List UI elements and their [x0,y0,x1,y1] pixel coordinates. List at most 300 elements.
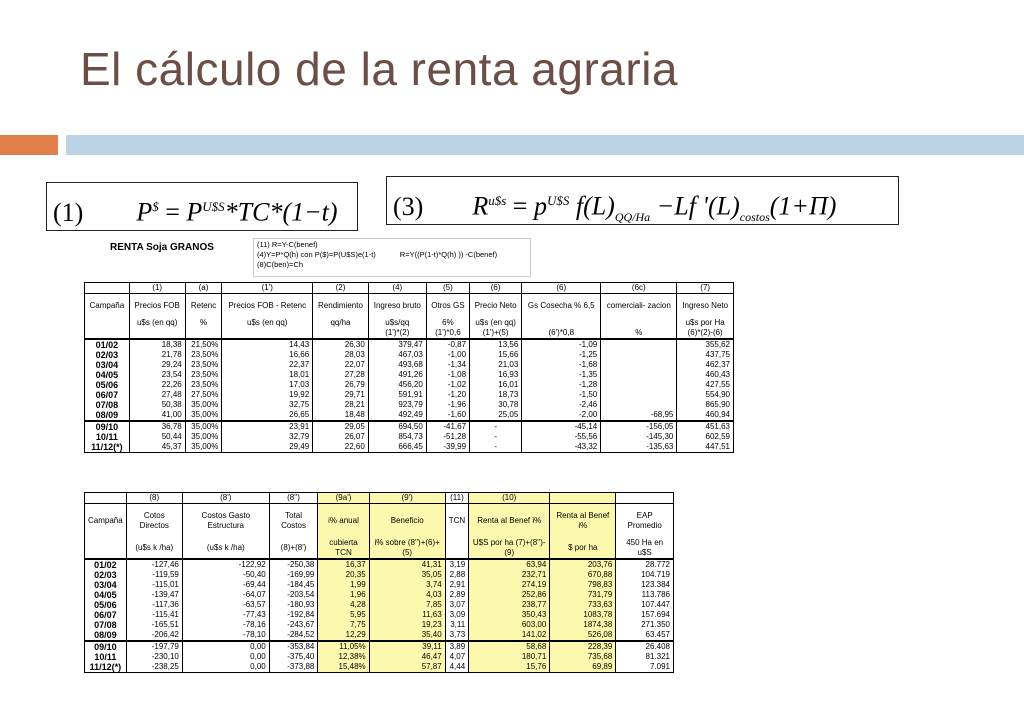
header-cell: Beneficio [369,504,445,539]
formula-3-tail: (1+Π) [769,191,837,221]
table-cell: 7.091 [616,662,674,673]
formula-cell: (1')*0,6 [426,328,469,339]
header-cell [85,328,130,339]
campaign-cell: 06/07 [85,390,130,400]
campaign-cell: 04/05 [85,590,127,600]
table-cell: 3,73 [445,630,468,641]
table-cell: 18,73 [470,390,522,400]
header-cell: TCN [445,504,468,539]
table-cell: 22,60 [313,442,369,453]
table-cell: 591,91 [368,390,426,400]
table-cell: -203,54 [269,590,318,600]
table-cell: - [470,442,522,453]
formula-3-p: p [533,191,547,221]
campaign-cell: 11/12(*) [85,662,127,673]
formula-3-r: R [472,191,489,221]
campaign-cell: 08/09 [85,630,127,641]
table-cell: -180,93 [269,600,318,610]
table-cell: 228,39 [550,641,616,652]
table-cell: 923,79 [368,400,426,410]
unit-cell: (u$s k /ha) [126,538,182,559]
table-row [85,350,734,360]
table-cell: 12,29 [318,630,369,641]
campaign-cell: 10/11 [85,432,130,442]
table-cell: -1,60 [426,410,469,421]
table-cell: -197,79 [126,641,182,652]
code-cell: (6) [470,283,522,294]
code-cell: (1') [222,283,313,294]
table-cell: 731,79 [550,590,616,600]
table-cell: 798,83 [550,580,616,590]
table-cell [601,390,677,400]
header-cell [85,283,130,294]
unit-cell [522,318,601,328]
table-cell [601,380,677,390]
table-cell: - [470,421,522,432]
table-cell: -135,63 [601,442,677,453]
header-cell: i% anual [318,504,369,539]
table-cell: -64,07 [182,590,269,600]
table-cell: 29,71 [313,390,369,400]
table-cell: 271.350 [616,620,674,630]
table-row [85,600,674,610]
table-cell: -139,47 [126,590,182,600]
code-cell: (6c) [601,283,677,294]
table-row [85,400,734,410]
table-cell: 29,05 [313,421,369,432]
unit-cell: u$s por Ha [677,318,734,328]
header-cell: Renta al Benef i% [550,504,616,539]
table-cell: -1,68 [522,360,601,370]
table-row [85,641,674,652]
formula-row [85,328,734,339]
campaign-cell: 03/04 [85,360,130,370]
table-cell: 21,03 [470,360,522,370]
table-cell: -41,67 [426,421,469,432]
table-cell: 11,05% [318,641,369,652]
table-cell: 15,48% [318,662,369,673]
table-cell: 603,00 [469,620,550,630]
table-cell: 104.719 [616,570,674,580]
table-cell: 3,07 [445,600,468,610]
table-cell: 15,76 [469,662,550,673]
table-cell: -2,00 [522,410,601,421]
table-cell: 460,43 [677,370,734,380]
unit-cell: cubierta TCN [318,538,369,559]
table-cell: 81.321 [616,652,674,662]
table-cell [601,370,677,380]
table-cell: -1,02 [426,380,469,390]
table-cell: 46,47 [369,652,445,662]
table-cell: 1,99 [318,580,369,590]
table-cell: -115,01 [126,580,182,590]
code-cell: (8) [126,493,182,504]
code-cell: (7) [677,283,734,294]
table-cell: 670,88 [550,570,616,580]
formula-cell: (6)*(2)-(6) [677,328,734,339]
table-cell: -250,38 [269,559,318,570]
formula-1-tag: (1) [53,197,84,227]
header-cell: Costos Gasto Estructura [182,504,269,539]
title-rule [66,135,1024,155]
table-cell: 50,44 [129,432,185,442]
table-cell: -45,14 [522,421,601,432]
table-cell: 35,00% [185,421,222,432]
table-row [85,421,734,432]
table-cell: -192,84 [269,610,318,620]
header-cell: Campaña [85,294,130,319]
table-cell: -39,99 [426,442,469,453]
table-cell: 13,56 [470,339,522,350]
table-cell: -145,30 [601,432,677,442]
table-cell: 4,07 [445,652,468,662]
unit-cell: 6% [426,318,469,328]
code-cell: (8') [182,493,269,504]
table-cell: -230,10 [126,652,182,662]
campaign-cell: 01/02 [85,339,130,350]
unit-cell: i% sobre (8'')+(6)+(5) [369,538,445,559]
header-cell: Campaña [85,504,127,539]
header-cell: Cotos Directos [126,504,182,539]
table-cell: 0,00 [182,641,269,652]
table-cell: 854,73 [368,432,426,442]
campaign-cell: 06/07 [85,610,127,620]
formula-3-minus: −Lf '(L) [656,191,740,221]
table-cell: 16,01 [470,380,522,390]
table-cell: -1,25 [522,350,601,360]
table-cell: 21,78 [129,350,185,360]
table-cell: 26.408 [616,641,674,652]
code-cell: (2) [313,283,369,294]
table-cell: -115,41 [126,610,182,620]
table-cell: 25,05 [470,410,522,421]
costs-table [84,492,674,673]
code-cell: (4) [368,283,426,294]
table-row [85,662,674,673]
header-cell: Precios FOB [129,294,185,319]
table-cell: 35,00% [185,432,222,442]
table-cell: 2,91 [445,580,468,590]
header-cell: comerciali- zacion [601,294,677,319]
formula-3-fsub: QQ/Ha [614,209,651,224]
table-cell: 462,37 [677,360,734,370]
notes-box [253,238,531,277]
table-cell: -2,46 [522,400,601,410]
table-row [85,432,734,442]
table-cell: 23,54 [129,370,185,380]
table-row [85,442,734,453]
table-cell: -238,25 [126,662,182,673]
table-cell: -1,08 [426,370,469,380]
table-cell: 141,02 [469,630,550,641]
table-cell: -63,57 [182,600,269,610]
code-cell [616,493,674,504]
table-cell: 27,48 [129,390,185,400]
table-cell: 157.694 [616,610,674,620]
table-cell: 57,87 [369,662,445,673]
table-cell: 23,50% [185,380,222,390]
table-cell: 447,51 [677,442,734,453]
table-cell: -373,88 [269,662,318,673]
table-cell: 3,09 [445,610,468,620]
table-cell: 19,23 [369,620,445,630]
table-cell [601,360,677,370]
table-cell: 26,07 [313,432,369,442]
formula-cell [185,328,222,339]
table-row [85,620,674,630]
table-cell: -77,43 [182,610,269,620]
table-cell: 39,11 [369,641,445,652]
campaign-cell: 04/05 [85,370,130,380]
table-row [85,559,674,570]
table-cell: -165,51 [126,620,182,630]
unit-cell: % [185,318,222,328]
formula-3-psup: U$S [546,193,570,208]
table-cell: 26,30 [313,339,369,350]
table-row [85,580,674,590]
table-cell: 35,00% [185,410,222,421]
unit-cell: qq/ha [313,318,369,328]
table-cell: 32,79 [222,432,313,442]
table-cell: 733,63 [550,600,616,610]
table-cell: 113.786 [616,590,674,600]
table-cell: -169,99 [269,570,318,580]
table-cell: 0,00 [182,662,269,673]
formula-3-tag: (3) [393,191,424,221]
formula-3-eq: = [512,191,528,221]
campaign-cell: 05/06 [85,600,127,610]
formula-1-eq: = [165,197,180,227]
code-cell: (5) [426,283,469,294]
formula-3-rsup: u$s [488,193,507,208]
header-cell [85,493,127,504]
table-row [85,570,674,580]
campaign-cell: 11/12(*) [85,442,130,453]
table-cell: 1874,38 [550,620,616,630]
note-line [257,250,527,260]
header-cell: Total Costos [269,504,318,539]
campaign-cell: 09/10 [85,421,130,432]
table-cell: 16,37 [318,559,369,570]
unit-cell: u$s (en qq) [222,318,313,328]
code-cell [550,493,616,504]
header-cell: Renta al Benef i% [469,504,550,539]
table-cell: 491,26 [368,370,426,380]
table-row [85,339,734,350]
table-cell: 27,50% [185,390,222,400]
table-cell: -127,46 [126,559,182,570]
unit-cell: u$s/qq [368,318,426,328]
table-cell: 23,50% [185,370,222,380]
formula-3-costsub: costos [739,209,770,224]
table-cell: -1,28 [522,380,601,390]
table-cell: -78,16 [182,620,269,630]
campaign-cell: 02/03 [85,350,130,360]
table-cell: 50,38 [129,400,185,410]
table-cell: 22,26 [129,380,185,390]
campaign-cell: 02/03 [85,570,127,580]
table-cell: 35,00% [185,400,222,410]
formula-3 [386,176,899,225]
table-cell: -1,00 [426,350,469,360]
header-row [85,504,674,539]
table-cell: 23,91 [222,421,313,432]
table-cell: -206,42 [126,630,182,641]
table-row [85,370,734,380]
slide-title: El cálculo de la renta agraria [80,43,678,95]
unit-cell: $ por ha [550,538,616,559]
table-cell: -1,09 [522,339,601,350]
units-row [85,538,674,559]
table-cell: 69,89 [550,662,616,673]
table-cell: 554,90 [677,390,734,400]
table-cell: 3,11 [445,620,468,630]
table-cell: 3,74 [369,580,445,590]
table-cell: -375,40 [269,652,318,662]
table-cell: 427,55 [677,380,734,390]
code-row [85,493,674,504]
campaign-cell: 07/08 [85,620,127,630]
table-cell: 274,19 [469,580,550,590]
table-cell: 123.384 [616,580,674,590]
table-cell: 15,66 [470,350,522,360]
formula-cell [313,328,369,339]
table-cell: 45,37 [129,442,185,453]
table-cell: 14,43 [222,339,313,350]
table-cell: 27,28 [313,370,369,380]
formula-3-f: f(L) [575,191,615,221]
table-cell: 379,47 [368,339,426,350]
table-cell: -353,84 [269,641,318,652]
table-row [85,390,734,400]
table-cell: 451,63 [677,421,734,432]
table-cell: -184,45 [269,580,318,590]
table-cell: 41,00 [129,410,185,421]
code-cell: (9a') [318,493,369,504]
formula-1-p: P [136,197,153,227]
table-cell: 16,93 [470,370,522,380]
formula-1-p2: P [186,197,203,227]
table-cell: 1,96 [318,590,369,600]
table-cell: -50,40 [182,570,269,580]
unit-cell: (8)+(8') [269,538,318,559]
header-cell: EAP Promedio [616,504,674,539]
table-cell: 7,85 [369,600,445,610]
table-cell: 35,40 [369,630,445,641]
campaign-cell: 07/08 [85,400,130,410]
code-cell: (9') [369,493,445,504]
table-cell: -119,59 [126,570,182,580]
code-cell: (10) [469,493,550,504]
table-cell: 5,95 [318,610,369,620]
table-cell: 26,79 [313,380,369,390]
formula-1-rest: *TC*(1−t) [224,197,338,227]
table-cell: -284,52 [269,630,318,641]
table-cell: 4,28 [318,600,369,610]
table-cell: 29,49 [222,442,313,453]
note-line: (8)C(ben)=Ch [257,260,304,269]
table-cell: 28.772 [616,559,674,570]
table-cell: -122,92 [182,559,269,570]
table-row [85,610,674,620]
code-cell: (11) [445,493,468,504]
header-cell: Ingreso Neto [677,294,734,319]
header-cell: Otros GS [426,294,469,319]
formula-1-sup: U$S [202,199,225,214]
table-cell: -69,44 [182,580,269,590]
formula-cell: (1')+(5) [470,328,522,339]
table-cell: 526,08 [550,630,616,641]
table-row [85,590,674,600]
header-cell: Gs Cosecha % 6,5 [522,294,601,319]
table-cell: 63.457 [616,630,674,641]
table-cell: 492,49 [368,410,426,421]
table-cell: 28,03 [313,350,369,360]
code-cell: (6) [522,283,601,294]
table-row [85,630,674,641]
table-cell: 203,76 [550,559,616,570]
table-cell: 7,75 [318,620,369,630]
renta-table [84,282,734,453]
table-cell: 3,89 [445,641,468,652]
table-row [85,380,734,390]
table-cell: 32,75 [222,400,313,410]
table-cell: -68,95 [601,410,677,421]
code-cell: (a) [185,283,222,294]
table-cell: 18,38 [129,339,185,350]
table-cell: 35,05 [369,570,445,580]
table-cell: -156,05 [601,421,677,432]
table-cell: 1083,78 [550,610,616,620]
table-cell: 437,75 [677,350,734,360]
table-cell [601,400,677,410]
formula-1-dollar: $ [152,199,159,214]
table-cell: 23,50% [185,360,222,370]
table-cell [601,339,677,350]
table-cell: 16,66 [222,350,313,360]
header-cell: Rendimiento [313,294,369,319]
table-cell: 350,43 [469,610,550,620]
unit-cell: 450 Ha en u$S [616,538,674,559]
table-row [85,652,674,662]
code-cell: (1) [129,283,185,294]
table-cell: 36,78 [129,421,185,432]
table-cell: 2,88 [445,570,468,580]
unit-cell [601,318,677,328]
table-cell: 63,94 [469,559,550,570]
code-cell: (8'') [269,493,318,504]
table-cell: -0,87 [426,339,469,350]
header-cell: Retenc [185,294,222,319]
table-cell: -1,20 [426,390,469,400]
table-row [85,360,734,370]
table-cell: 22,07 [313,360,369,370]
table-cell: 493,68 [368,360,426,370]
header-row [85,294,734,319]
table-cell: 20,35 [318,570,369,580]
table-cell: 18,48 [313,410,369,421]
table-cell: 12,38% [318,652,369,662]
header-cell: Precio Neto [470,294,522,319]
campaign-cell: 09/10 [85,641,127,652]
table-cell: 58,68 [469,641,550,652]
header-cell: Ingreso bruto [368,294,426,319]
table-cell: 107.447 [616,600,674,610]
code-row [85,283,734,294]
table-cell: 2,89 [445,590,468,600]
table-cell: 4,44 [445,662,468,673]
formula-cell: (1')*(2) [368,328,426,339]
